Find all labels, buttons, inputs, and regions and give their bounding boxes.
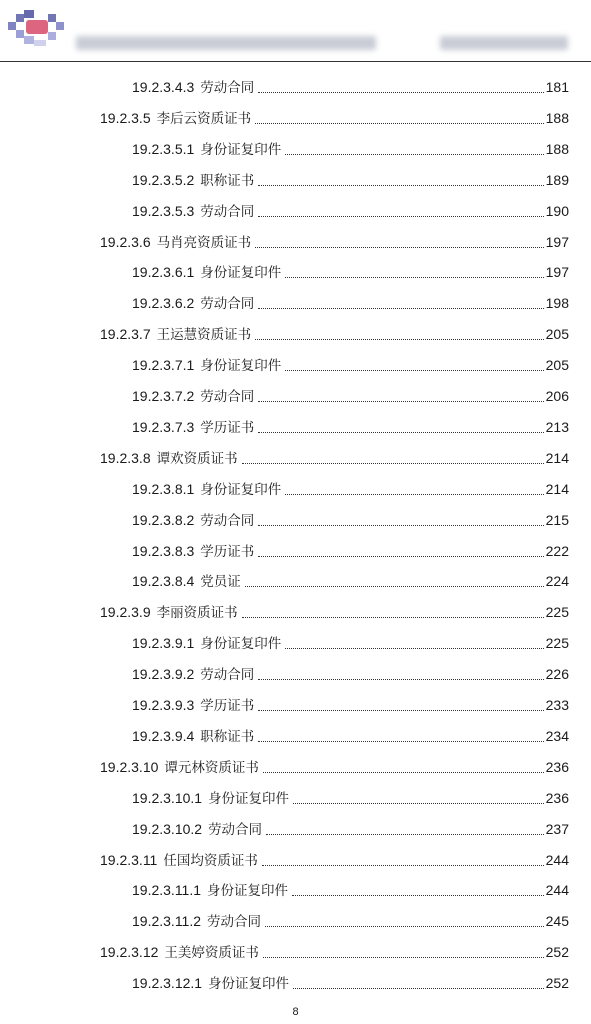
toc-entry-title: 身份证复印件 (200, 358, 282, 375)
toc-entry[interactable] (132, 663, 569, 685)
toc-entry-page: 198 (545, 295, 569, 312)
toc-entry-title: 王运慧资质证书 (156, 327, 252, 344)
toc-entry-title: 职称证书 (200, 172, 255, 189)
toc-entry[interactable] (100, 323, 569, 345)
toc-entry-page: 197 (545, 264, 569, 281)
toc-entry-page: 233 (545, 697, 569, 713)
toc-entry-page: 225 (545, 604, 569, 621)
toc-entry[interactable] (132, 385, 569, 407)
toc-entry-number: 19.2.3.8.3 (132, 542, 195, 559)
toc-entry-title: 劳动合同 (200, 80, 255, 96)
toc-entry-page: 214 (545, 480, 569, 497)
toc-entry-title: 劳动合同 (200, 296, 255, 313)
toc-entry[interactable] (132, 200, 569, 222)
toc-entry[interactable] (100, 107, 569, 129)
toc-entry-title: 李后云资质证书 (156, 110, 252, 127)
toc-entry-number: 19.2.3.6.1 (132, 264, 195, 281)
toc-entry-number: 19.2.3.8.2 (132, 511, 195, 528)
dot-leader (242, 449, 544, 464)
dot-leader (258, 696, 543, 711)
page-header (0, 0, 591, 62)
dot-leader (258, 171, 543, 186)
toc-entry-number: 19.2.3.9.2 (132, 666, 195, 683)
toc-entry-page: 205 (545, 326, 569, 343)
toc-entry[interactable] (132, 416, 569, 438)
toc-entry-page: 244 (545, 882, 569, 899)
toc-entry[interactable] (132, 509, 569, 531)
toc-entry-title: 劳动合同 (207, 914, 262, 931)
dot-leader (258, 542, 543, 557)
dot-leader (285, 140, 543, 155)
toc-entry-title: 谭欢资质证书 (156, 450, 238, 467)
toc-entry-number: 19.2.3.5.1 (132, 140, 195, 157)
dot-leader (293, 789, 544, 804)
toc-entry-number: 19.2.3.11 (100, 851, 158, 868)
dot-leader (242, 603, 544, 618)
header-left-text (76, 36, 376, 50)
toc-entry[interactable] (132, 76, 569, 98)
dot-leader (258, 727, 543, 742)
toc-entry-number: 19.2.3.7 (100, 326, 151, 343)
header-divider (0, 61, 591, 62)
dot-leader (258, 78, 543, 93)
toc-entry[interactable] (132, 972, 569, 994)
toc-entry-number: 19.2.3.12 (100, 944, 159, 961)
toc-entry-title: 身份证复印件 (200, 141, 282, 158)
toc-entry-page: 215 (545, 511, 569, 528)
dot-leader (255, 233, 544, 248)
toc-entry-number: 19.2.3.9 (100, 604, 151, 621)
toc-entry-title: 劳动合同 (200, 512, 255, 529)
toc-entry-number: 19.2.3.4.3 (132, 79, 195, 95)
dot-leader (285, 634, 543, 649)
toc-entry-page: 188 (545, 109, 569, 126)
toc-entry-page: 190 (545, 202, 569, 219)
toc-entry-title: 马肖亮资质证书 (156, 234, 252, 251)
dot-leader (265, 912, 544, 927)
toc-entry[interactable] (100, 756, 569, 778)
toc-entry[interactable] (100, 849, 569, 871)
toc-entry-page: 222 (545, 542, 569, 559)
toc-entry-title: 学历证书 (200, 698, 255, 714)
toc-entry[interactable] (100, 601, 569, 623)
dot-leader (258, 511, 543, 526)
toc-entry-number: 19.2.3.7.2 (132, 388, 195, 404)
toc-entry-page: 237 (545, 820, 569, 837)
toc-entry-title: 身份证复印件 (207, 883, 289, 900)
toc-entry-title: 身份证复印件 (208, 976, 290, 993)
toc-entry-page: 252 (545, 975, 569, 992)
toc-entry-page: 181 (545, 79, 569, 95)
toc-entry-number: 19.2.3.8 (100, 449, 151, 466)
toc-entry-title: 身份证复印件 (200, 636, 282, 653)
toc-entry-page: 245 (545, 913, 569, 930)
toc-entry-number: 19.2.3.6 (100, 233, 151, 250)
toc-entry[interactable] (132, 354, 569, 376)
toc-entry-title: 学历证书 (200, 419, 255, 436)
dot-leader (255, 109, 544, 124)
page-number: 8 (292, 1006, 299, 1018)
toc-entry-page: 244 (545, 851, 569, 868)
toc-entry[interactable] (132, 261, 569, 283)
dot-leader (258, 665, 543, 680)
dot-leader (258, 387, 543, 402)
toc-entry[interactable] (132, 478, 569, 500)
toc-entry[interactable] (132, 540, 569, 562)
toc-entry[interactable] (132, 818, 569, 840)
toc-entry-number: 19.2.3.7.1 (132, 357, 195, 374)
toc-entry-title: 身份证复印件 (208, 790, 290, 807)
header-right-text (440, 36, 568, 50)
toc-entry-number: 19.2.3.10 (100, 758, 159, 775)
toc-entry-number: 19.2.3.12.1 (132, 975, 203, 992)
toc-entry-page: 236 (545, 758, 569, 775)
dot-leader (262, 851, 544, 866)
toc-entry-page: 214 (545, 449, 569, 466)
dot-leader (293, 974, 544, 989)
toc-entry-number: 19.2.3.9.4 (132, 727, 195, 744)
toc-entry-page: 226 (545, 666, 569, 683)
dot-leader (258, 294, 543, 309)
toc-entry-number: 19.2.3.11.1 (132, 882, 202, 899)
dot-leader (258, 202, 543, 217)
dot-leader (285, 356, 543, 371)
toc-entry-title: 劳动合同 (208, 821, 263, 838)
toc-entry-page: 197 (545, 233, 569, 250)
toc-entry-number: 19.2.3.8.1 (132, 480, 195, 497)
toc-entry-number: 19.2.3.9.1 (132, 635, 195, 652)
toc-entry-title: 学历证书 (200, 543, 255, 560)
toc-entry-title: 职称证书 (200, 728, 255, 745)
dot-leader (266, 820, 544, 835)
toc-entry-number: 19.2.3.10.1 (132, 789, 203, 806)
toc-entry-number: 19.2.3.10.2 (132, 820, 203, 837)
toc-entry[interactable] (132, 879, 569, 901)
toc-entry[interactable] (132, 570, 569, 592)
toc-entry-title: 身份证复印件 (200, 481, 282, 498)
toc-entry[interactable] (132, 694, 569, 716)
toc-entry-title: 劳动合同 (200, 389, 255, 405)
toc-entry-page: 205 (545, 357, 569, 374)
toc-entry[interactable] (100, 231, 569, 253)
toc-entry-page: 225 (545, 635, 569, 652)
toc-entry-number: 19.2.3.5.3 (132, 202, 195, 219)
toc-entry-number: 19.2.3.7.3 (132, 418, 195, 435)
toc-entry-title: 任国均资质证书 (163, 852, 258, 869)
toc-entry[interactable] (132, 787, 569, 809)
toc-entry-page: 252 (545, 944, 569, 961)
dot-leader (292, 881, 544, 896)
toc-entry-page: 224 (545, 573, 569, 590)
toc-entry-title: 劳动合同 (200, 203, 255, 220)
dot-leader (245, 572, 544, 587)
toc-entry-page: 189 (545, 171, 569, 188)
toc-entry-title: 身份证复印件 (200, 265, 282, 282)
toc-entry-title: 谭元林资质证书 (164, 759, 259, 776)
toc-entry[interactable] (100, 941, 569, 963)
dot-leader (285, 263, 543, 278)
toc-entry[interactable] (132, 138, 569, 160)
toc-entry-page: 213 (545, 418, 569, 435)
toc-entry-page: 236 (545, 789, 569, 806)
company-logo-icon (6, 8, 68, 48)
toc-entry[interactable] (132, 169, 569, 191)
toc-entry-number: 19.2.3.8.4 (132, 573, 195, 590)
toc-entry-page: 188 (545, 140, 569, 157)
toc-entry-title: 劳动合同 (200, 667, 255, 684)
dot-leader (263, 943, 544, 958)
toc-entry[interactable] (100, 447, 569, 469)
toc-entry[interactable] (132, 292, 569, 314)
toc-entry-page: 206 (545, 388, 569, 404)
toc-entry-number: 19.2.3.5 (100, 109, 151, 126)
dot-leader (285, 480, 543, 495)
dot-leader (255, 325, 544, 340)
dot-leader (263, 758, 544, 773)
toc-entry-title: 党员证 (200, 574, 241, 591)
toc-entry-title: 王美婷资质证书 (164, 945, 259, 962)
toc-entry[interactable] (132, 725, 569, 747)
dot-leader (258, 418, 543, 433)
toc-entry-number: 19.2.3.9.3 (132, 697, 195, 713)
toc-entry[interactable] (132, 632, 569, 654)
toc-entry-page: 234 (545, 727, 569, 744)
toc-entry-number: 19.2.3.5.2 (132, 171, 195, 188)
toc-entry[interactable] (132, 910, 569, 932)
toc-entry-number: 19.2.3.11.2 (132, 913, 202, 930)
toc-entry-title: 李丽资质证书 (156, 605, 238, 622)
toc-entry-number: 19.2.3.6.2 (132, 295, 195, 312)
